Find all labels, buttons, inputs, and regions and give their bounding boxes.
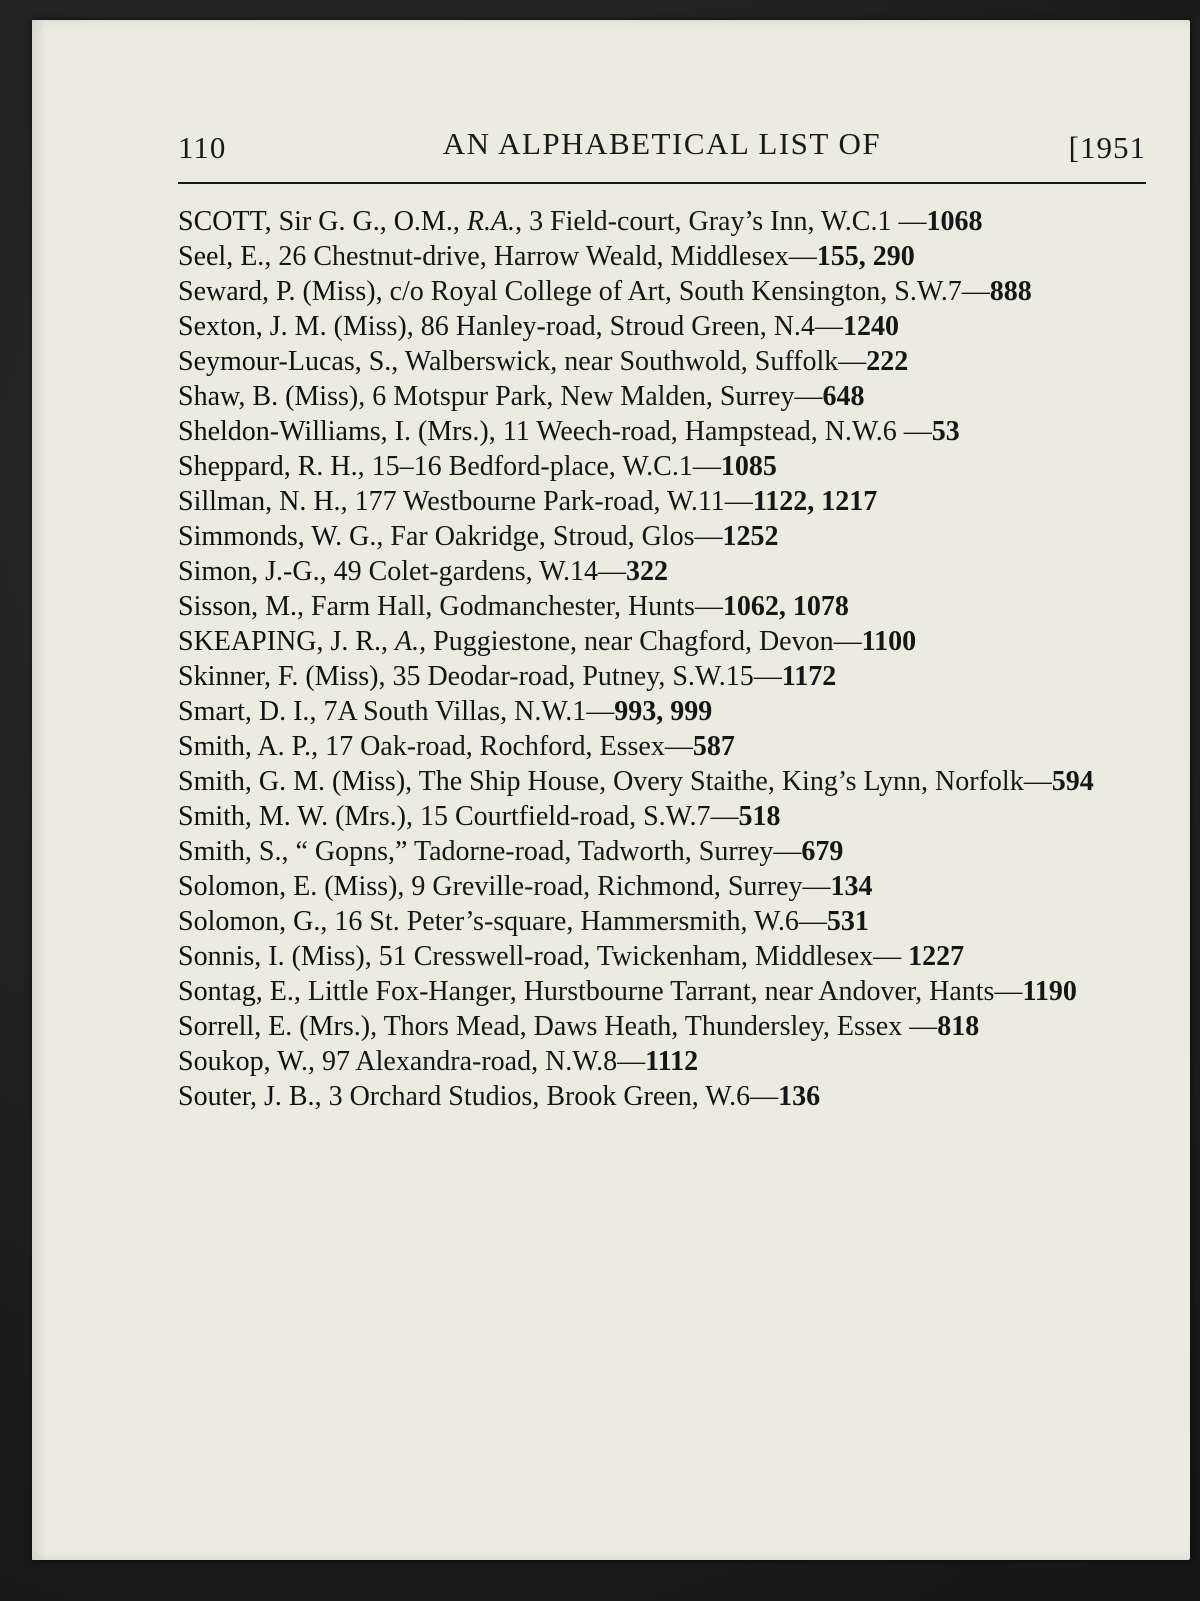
list-item: [178, 554, 1146, 589]
entry-address: , Far Oakridge, Stroud, Glos—: [376, 521, 723, 552]
entry-address: , 15–16 Bedford-place, W.C.1—: [357, 451, 721, 482]
entry-numbers: 888: [989, 276, 1032, 307]
entry-numbers: 1190: [1022, 976, 1077, 1007]
entry-name: Seymour-Lucas, S.: [178, 346, 392, 377]
entry-address: , 35 Deodar-road, Putney, S.W.15—: [378, 661, 782, 692]
page-number: 110: [178, 130, 227, 165]
year-label: [1951: [1068, 130, 1146, 165]
entry-name: Sorrell, E. (Mrs.): [178, 1011, 371, 1042]
entry-name: Sheppard, R. H.: [178, 451, 358, 482]
entry-address: , 16 St. Peter’s-square, Hammersmith, W.6—: [320, 906, 827, 937]
entry-address: , Farm Hall, Godmanchester, Hunts—: [297, 591, 723, 622]
list-item: [178, 869, 1146, 904]
list-item: [178, 799, 1146, 834]
list-item: [178, 974, 1146, 1009]
entry-numbers: 53: [931, 416, 960, 447]
entry-name: Sonnis, I. (Miss): [178, 941, 365, 972]
entry-numbers: 1240: [842, 311, 899, 342]
entry-address: , 177 Westbourne Park-road, W.11—: [340, 486, 753, 517]
list-item: [178, 379, 1146, 414]
entry-address: , Walberswick, near Southwold, Suffolk—: [391, 346, 867, 377]
entry-honour: A.: [395, 626, 420, 657]
entry-numbers: 1068: [926, 206, 983, 237]
entry-name: Shaw, B. (Miss): [178, 381, 359, 412]
running-title: AN ALPHABETICAL LIST OF: [442, 126, 882, 161]
list-item: [178, 274, 1146, 309]
entry-name: SCOTT, Sir G. G., O.M.,: [178, 206, 467, 237]
entry-name: Smart, D. I.: [178, 696, 310, 727]
entry-name: SKEAPING, J. R.,: [178, 626, 396, 657]
list-item: [178, 764, 1146, 799]
list-item: [178, 309, 1146, 344]
entry-address: , 49 Colet-gardens, W.14—: [319, 556, 626, 587]
entry-address: , 9 Greville-road, Richmond, Surrey—: [397, 871, 831, 902]
entry-name: Smith, M. W. (Mrs.): [178, 801, 406, 832]
list-item: [178, 239, 1146, 274]
entry-address: , Little Fox-Hanger, Hurstbourne Tarrant, near Andover, Hants—: [293, 976, 1023, 1007]
entry-address: , 17 Oak-road, Rochford, Essex—: [311, 731, 693, 762]
list-item: [178, 344, 1146, 379]
entry-numbers: 134: [830, 871, 873, 902]
entry-address: , 86 Hanley-road, Stroud Green, N.4—: [406, 311, 843, 342]
entry-numbers: 322: [626, 556, 668, 587]
list-item: [178, 519, 1146, 554]
list-item: [178, 484, 1146, 519]
entry-numbers: 1085: [720, 451, 777, 482]
entry-address: , 97 Alexandra-road, N.W.8—: [307, 1046, 646, 1077]
list-item: [178, 904, 1146, 939]
entry-name: Sisson, M.: [178, 591, 298, 622]
entry-numbers: 594: [1051, 766, 1094, 797]
entry-address: , c/o Royal College of Art, South Kensington, S.W.7—: [375, 276, 990, 307]
entry-address: , 26 Chestnut-drive, Harrow Weald, Middlesex—: [264, 241, 817, 272]
entry-numbers: 136: [778, 1081, 821, 1112]
entry-list: [178, 204, 1146, 1114]
entry-name: Smith, S.: [178, 836, 282, 867]
entry-address: , 6 Motspur Park, New Malden, Surrey—: [358, 381, 823, 412]
entry-numbers: 818: [937, 1011, 980, 1042]
entry-address: , 7A South Villas, N.W.1—: [309, 696, 615, 727]
entry-honour: R.A.: [466, 206, 516, 237]
entry-numbers: 1100: [861, 626, 917, 657]
entry-name: Sillman, N. H.: [178, 486, 341, 517]
list-item: [178, 414, 1146, 449]
entry-name: Simmonds, W. G.: [178, 521, 377, 552]
entry-name: Sheldon-Williams, I. (Mrs.): [178, 416, 489, 447]
list-item: [178, 939, 1146, 974]
list-item: [178, 659, 1146, 694]
entry-name: Sexton, J. M. (Miss): [178, 311, 407, 342]
entry-name: Seward, P. (Miss): [178, 276, 376, 307]
entry-numbers: 1062, 1078: [722, 591, 849, 622]
list-item: [178, 204, 1146, 239]
entry-name: Smith, G. M. (Miss): [178, 766, 406, 797]
list-item: [178, 449, 1146, 484]
entry-name: Solomon, E. (Miss): [178, 871, 398, 902]
entry-numbers: 222: [866, 346, 909, 377]
list-item: [178, 694, 1146, 729]
entry-name: Souter, J. B.: [178, 1081, 315, 1112]
entry-address: , 51 Cresswell-road, Twickenham, Middlesex—: [364, 941, 909, 972]
entry-address: , “ Gopns,” Tadorne-road, Tadworth, Surrey—: [281, 836, 802, 867]
entry-name: Sontag, E.: [178, 976, 294, 1007]
list-item: [178, 729, 1146, 764]
entry-name: Seel, E.: [178, 241, 265, 272]
list-item: [178, 1009, 1146, 1044]
entry-address: , Puggiestone, near Chagford, Devon—: [419, 626, 862, 657]
entry-numbers: 993, 999: [614, 696, 713, 727]
entry-name: Simon, J.-G.: [178, 556, 320, 587]
list-item: [178, 834, 1146, 869]
page-header: [178, 126, 1146, 170]
entry-numbers: 518: [738, 801, 781, 832]
list-item: [178, 589, 1146, 624]
entry-numbers: 587: [692, 731, 735, 762]
header-rule: [178, 182, 1146, 184]
entry-address: , 3 Field-court, Gray’s Inn, W.C.1 —: [515, 206, 927, 237]
entry-numbers: 155, 290: [816, 241, 915, 272]
entry-address: , Thors Mead, Daws Heath, Thundersley, Essex —: [370, 1011, 938, 1042]
list-item: [178, 624, 1146, 659]
entry-numbers: 1252: [722, 521, 779, 552]
entry-name: Smith, A. P.: [178, 731, 312, 762]
entry-numbers: 1172: [781, 661, 837, 692]
entry-numbers: 1227: [908, 941, 965, 972]
entry-numbers: 648: [822, 381, 865, 412]
entry-name: Skinner, F. (Miss): [178, 661, 379, 692]
entry-address: , 15 Courtfield-road, S.W.7—: [405, 801, 739, 832]
entry-numbers: 1112: [645, 1046, 699, 1077]
list-item: [178, 1044, 1146, 1079]
entry-numbers: 1122, 1217: [752, 486, 878, 517]
list-item: [178, 1079, 1146, 1114]
entry-address: , The Ship House, Overy Staithe, King’s Lynn, Norfolk—: [405, 766, 1052, 797]
entry-numbers: 679: [801, 836, 844, 867]
entry-address: , 11 Weech-road, Hampstead, N.W.6 —: [488, 416, 932, 447]
entry-name: Soukop, W.: [178, 1046, 308, 1077]
entry-name: Solomon, G.: [178, 906, 321, 937]
entry-numbers: 531: [826, 906, 869, 937]
entry-address: , 3 Orchard Studios, Brook Green, W.6—: [314, 1081, 779, 1112]
